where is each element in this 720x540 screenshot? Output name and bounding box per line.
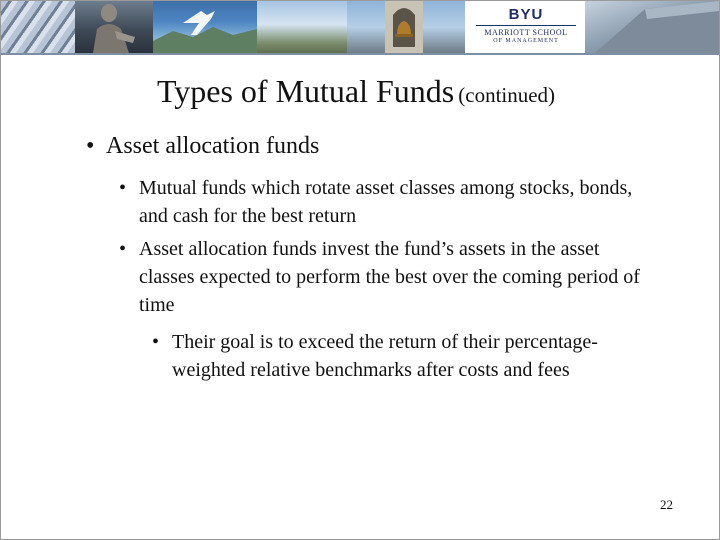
bullet-dot: • <box>152 331 160 353</box>
bullet-item <box>152 328 652 384</box>
banner-divider <box>1 53 719 55</box>
banner-photo-sky <box>257 1 347 53</box>
mountain-y-image <box>153 1 257 53</box>
logo-school: MARRIOTT SCHOOL <box>484 28 568 37</box>
title-text: Types of Mutual Funds <box>156 73 455 109</box>
banner-photo-bell <box>347 1 465 53</box>
bullet-item <box>119 174 659 230</box>
page-number: 22 <box>660 497 673 512</box>
slide-title <box>1 73 711 110</box>
logo-mark: BYU <box>508 6 544 23</box>
title-suffix: (continued) <box>458 83 556 107</box>
bell-tower-image <box>347 1 465 53</box>
building-image <box>585 1 719 53</box>
logo-rule <box>476 25 576 26</box>
banner-logo-area <box>465 1 585 53</box>
banner-photo-columns <box>1 1 75 53</box>
banner-photo-mountain-y <box>153 1 257 53</box>
bullet-dot: • <box>86 133 95 159</box>
statue-image <box>75 1 153 53</box>
bullet-text: Their goal is to exceed the return of their percentage-weighted relative benchmarks after costs and fees <box>172 331 598 381</box>
byu-marriott-logo <box>474 7 578 45</box>
bullet-item <box>86 132 666 160</box>
banner-photo-statue <box>75 1 153 53</box>
bullet-text: Mutual funds which rotate asset classes among stocks, bonds, and cash for the best return <box>139 177 633 227</box>
header-banner <box>1 1 719 53</box>
bullet-item <box>119 235 659 319</box>
bullet-text: Asset allocation funds <box>106 133 320 159</box>
bullet-dot: • <box>119 238 127 260</box>
bullet-dot: • <box>119 177 127 199</box>
logo-management: OF MANAGEMENT <box>493 38 559 44</box>
banner-photo-building <box>585 1 719 53</box>
bullet-text: Asset allocation funds invest the fund’s assets in the asset classes expected to perform the best over the coming period of time <box>139 238 640 316</box>
